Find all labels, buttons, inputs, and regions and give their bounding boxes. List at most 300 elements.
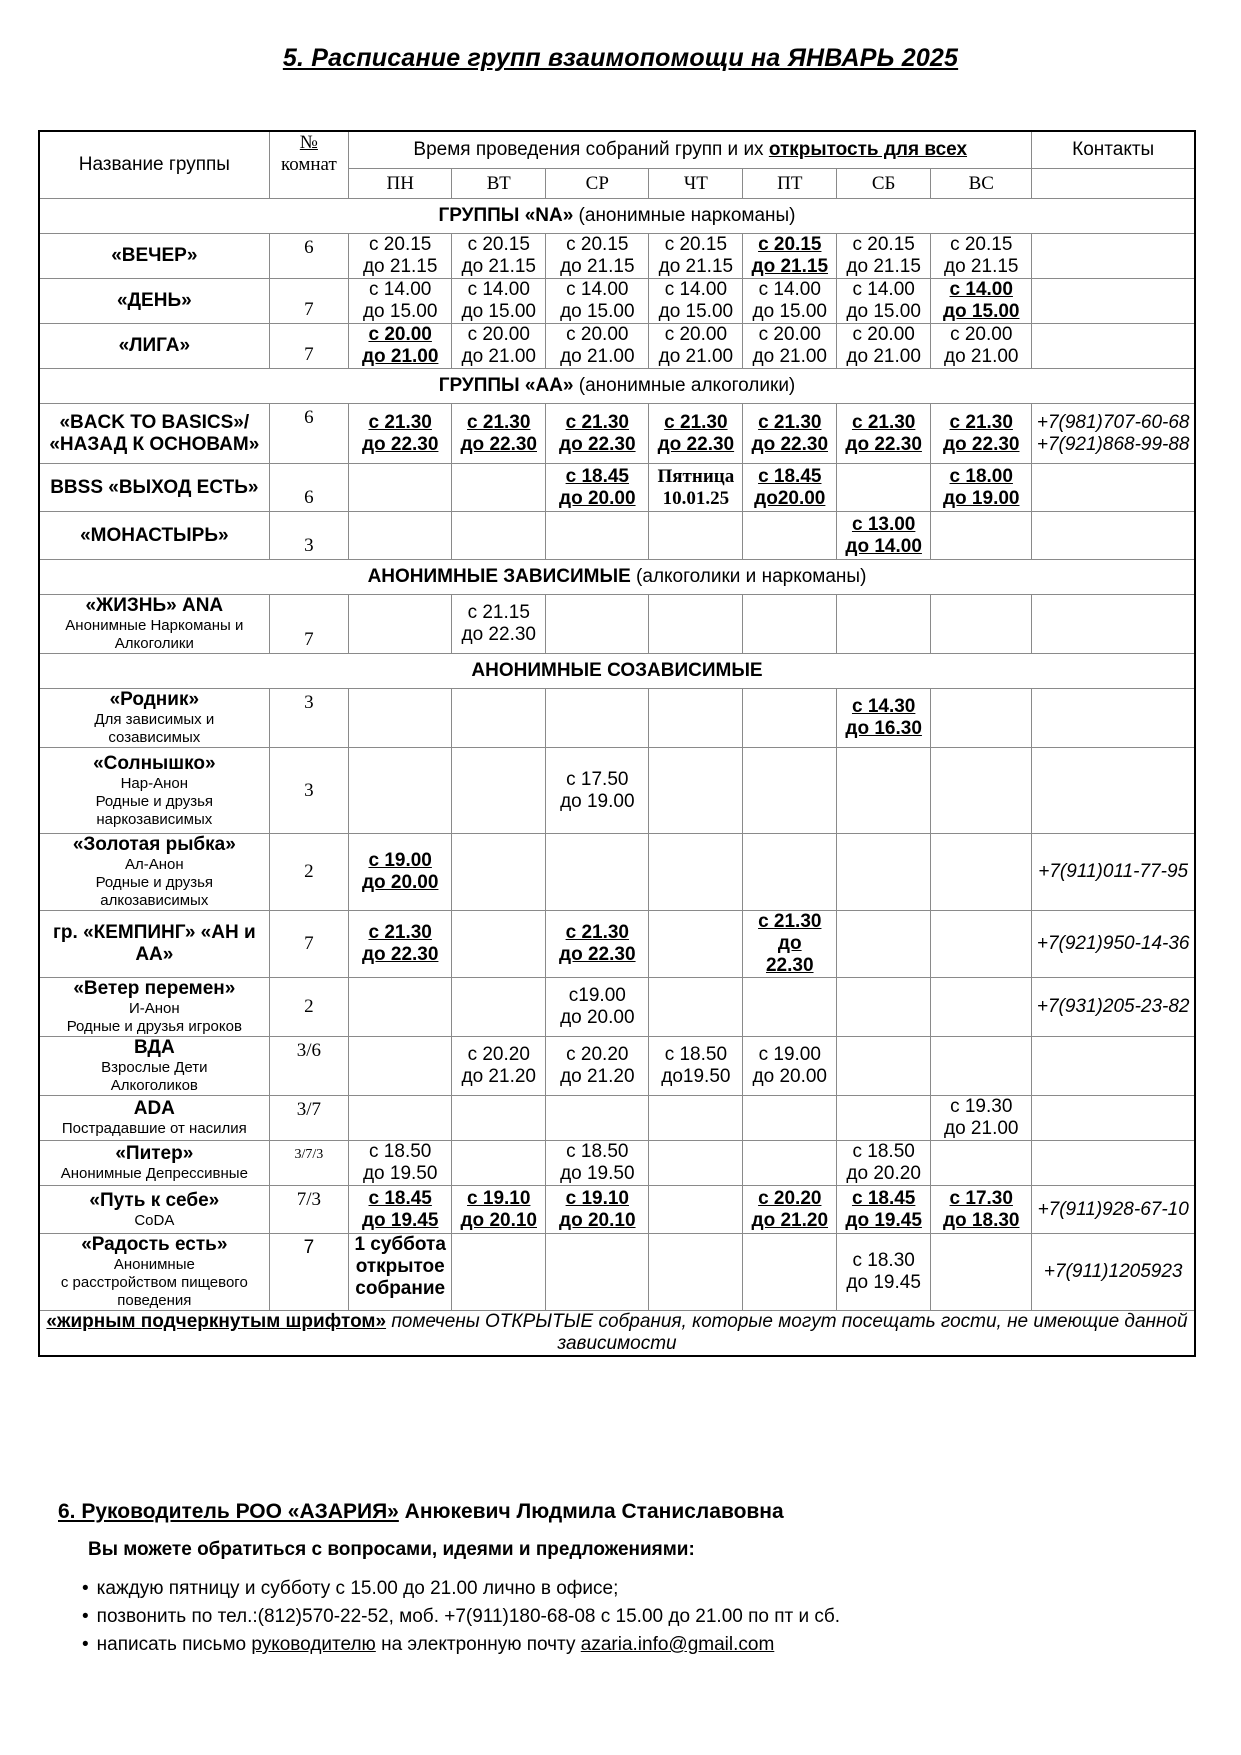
day-cell-ПН	[349, 324, 452, 369]
email-link[interactable]: azaria.info@gmail.com	[580, 1634, 775, 1655]
meeting-start-time: с 21.30	[758, 411, 822, 433]
meeting-start-time: с 19.10	[467, 1187, 531, 1209]
day-cell-ВС	[931, 1037, 1032, 1096]
group-description: Взрослые Дети	[101, 1059, 208, 1076]
section-header-row	[39, 369, 1195, 404]
day-cell-СБ	[837, 1141, 931, 1186]
meeting-start-time: с 19.00	[368, 850, 432, 871]
day-cell-СБ	[837, 1234, 931, 1311]
meeting-start-time: с 18.50	[852, 1141, 915, 1162]
room-number: 7	[269, 1234, 348, 1311]
meeting-end-time: до 21.00	[461, 346, 536, 367]
meeting-start-time: с 20.15	[467, 234, 530, 255]
meeting-end-time: до 21.15	[751, 256, 829, 277]
section-title-sub: (анонимные наркоманы)	[573, 205, 796, 226]
meeting-start-time: с 20.00	[664, 324, 728, 345]
day-cell-ВТ	[452, 279, 546, 324]
meeting-end-time: до 22.30	[942, 433, 1020, 455]
day-cell-СР	[546, 464, 649, 512]
day-cell-СБ	[837, 1186, 931, 1234]
contact-cell	[1032, 404, 1195, 464]
section-title-main: АНОНИМНЫЕ ЗАВИСИМЫЕ	[367, 566, 631, 587]
group-row	[39, 1141, 1195, 1186]
meeting-start-time: с 18.00	[949, 465, 1013, 487]
group-description: Родные и друзья игроков	[66, 1018, 242, 1035]
contact-item-email	[82, 1631, 840, 1659]
room-number: 7	[269, 279, 348, 324]
contact-cell	[1032, 689, 1195, 748]
meeting-end-time: до 15.00	[846, 301, 921, 322]
section-title	[39, 199, 1195, 234]
day-header: ПН	[349, 169, 452, 199]
meeting-start-time: с 20.00	[467, 324, 530, 345]
meeting-start-time: с 21.30	[851, 411, 916, 433]
section-title-main: ГРУППЫ «NA»	[438, 205, 574, 226]
group-name-cell	[39, 978, 269, 1037]
group-name: «ЖИЗНЬ» ANA	[85, 595, 224, 616]
contact-item-phone: • позвонить по тел.:(812)570-22-52, моб. +7(911)180-68-08 с 15.00 до 21.00 по пт и сб.	[82, 1603, 840, 1631]
day-cell-СР	[546, 512, 649, 560]
room-symbol: №	[299, 132, 318, 153]
meeting-end-time: до 21.00	[361, 346, 439, 367]
group-name: «Питер»	[115, 1143, 194, 1164]
meeting-start-time: с 20.00	[950, 324, 1013, 345]
meeting-note: открытое	[355, 1256, 445, 1277]
group-row	[39, 595, 1195, 654]
group-description: Анонимные Наркоманы и	[65, 617, 244, 634]
meeting-start-time: с 21.15	[467, 602, 530, 623]
day-cell-ЧТ	[649, 404, 743, 464]
contact-phone[interactable]: +7(981)707-60-68	[1036, 411, 1190, 433]
meeting-start-time: с 14.00	[566, 279, 629, 300]
day-cell-ПТ	[743, 748, 837, 834]
day-cell-ЧТ	[649, 279, 743, 324]
day-cell-ЧТ	[649, 595, 743, 654]
meeting-start-time: с 21.30	[664, 411, 728, 433]
meeting-start-time: с 20.00	[852, 324, 915, 345]
day-cell-ЧТ	[649, 911, 743, 978]
meeting-end-time: до 22.30	[460, 433, 537, 455]
day-cell-ЧТ	[649, 1141, 743, 1186]
day-cell-ВТ	[452, 748, 546, 834]
day-header: ВТ	[452, 169, 546, 199]
group-row	[39, 464, 1195, 512]
group-name-cell	[39, 324, 269, 369]
meeting-end-time: до 20.10	[460, 1209, 537, 1231]
meeting-end-time: до 21.00	[944, 1118, 1019, 1139]
meeting-end-time: до 15.00	[362, 301, 438, 322]
group-name-cell	[39, 1141, 269, 1186]
day-cell-ВС	[931, 279, 1032, 324]
contact-phone[interactable]: +7(911)928-67-10	[1037, 1198, 1189, 1220]
group-name-cell	[39, 689, 269, 748]
day-cell-ВС	[931, 324, 1032, 369]
group-description: Ал-Анон	[124, 856, 184, 873]
meeting-start-time: с 19.10	[565, 1187, 629, 1209]
day-cell-СБ	[837, 404, 931, 464]
day-cell-ЧТ	[649, 234, 743, 279]
group-row	[39, 512, 1195, 560]
room-label: комнат	[280, 154, 337, 175]
group-description: Родные и друзья	[95, 792, 214, 810]
day-cell-СР	[546, 595, 649, 654]
meeting-start-time: с 21.30	[368, 922, 432, 943]
day-cell-ПТ	[743, 1141, 837, 1186]
day-cell-ПТ	[743, 1037, 837, 1096]
group-name-cell	[39, 1186, 269, 1234]
day-cell-ПТ	[743, 595, 837, 654]
day-cell-ЧТ	[649, 324, 743, 369]
day-cell-ЧТ	[649, 834, 743, 911]
contact-cell	[1032, 1234, 1195, 1311]
meeting-start-time: с 20.15	[369, 234, 432, 255]
group-name: «Солнышко»	[93, 752, 216, 774]
day-cell-СБ	[837, 911, 931, 978]
day-header: ЧТ	[649, 169, 743, 199]
room-number: 7	[269, 595, 348, 654]
group-name: гр. «КЕМПИНГ» «АН и АА»	[53, 922, 256, 965]
day-cell-ПН	[349, 1234, 452, 1311]
day-cell-ПН	[349, 1186, 452, 1234]
day-cell-ВТ	[452, 1234, 546, 1311]
room-number: 3/7	[269, 1096, 348, 1141]
day-cell-ВТ	[452, 1037, 546, 1096]
day-cell-ВТ	[452, 1186, 546, 1234]
day-cell-ПН	[349, 404, 452, 464]
day-cell-ПТ	[743, 1186, 837, 1234]
room-number: 3	[269, 512, 348, 560]
contact-phone[interactable]: +7(911)011-77-95	[1038, 861, 1189, 882]
group-name-cell	[39, 1096, 269, 1141]
day-cell-СР	[546, 911, 649, 978]
group-row	[39, 1037, 1195, 1096]
day-cell-СР	[546, 234, 649, 279]
day-header: СР	[546, 169, 649, 199]
contact-cell	[1032, 512, 1195, 560]
day-cell-СР	[546, 1234, 649, 1311]
group-description: Алкоголики	[114, 635, 194, 652]
group-description: Родные и друзья	[95, 874, 214, 891]
group-row	[39, 324, 1195, 369]
email-pre: написать письмо	[96, 1634, 252, 1655]
group-name-cell	[39, 464, 269, 512]
meeting-end-time: до 19.45	[361, 1209, 439, 1231]
group-row	[39, 689, 1195, 748]
group-name-cell	[39, 404, 269, 464]
day-cell-СБ	[837, 512, 931, 560]
day-cell-ПН	[349, 279, 452, 324]
meeting-start-time: с 18.45	[368, 1187, 432, 1209]
meeting-start-time: с 18.50	[566, 1141, 629, 1162]
day-cell-СР	[546, 1186, 649, 1234]
room-number: 2	[269, 978, 348, 1037]
room-number: 2	[269, 834, 348, 911]
meeting-start-time: с 20.15	[566, 234, 629, 255]
group-description: Анонимные Депрессивные	[60, 1165, 248, 1182]
day-cell-ПТ	[743, 279, 837, 324]
day-cell-ЧТ	[649, 1037, 743, 1096]
meeting-end-time: до 19.50	[560, 1163, 635, 1184]
day-cell-ПТ	[743, 512, 837, 560]
group-description: созависимых	[108, 729, 201, 746]
section-header-row	[39, 199, 1195, 234]
day-cell-ВТ	[452, 404, 546, 464]
meeting-end-time: до 21.00	[658, 346, 734, 367]
day-cell-ЧТ	[649, 689, 743, 748]
meeting-end-time: до 21.00	[944, 346, 1019, 367]
group-name: «ВЕЧЕР»	[111, 245, 198, 266]
day-cell-ВС	[931, 834, 1032, 911]
day-cell-ВТ	[452, 978, 546, 1037]
meeting-end-time: до 21.00	[846, 346, 921, 367]
group-name: «Ветер перемен»	[73, 978, 236, 999]
day-cell-ЧТ	[649, 748, 743, 834]
day-cell-СР	[546, 689, 649, 748]
contact-phone[interactable]: +7(921)950-14-36	[1036, 933, 1190, 954]
meeting-start-time: с 14.00	[664, 279, 728, 300]
meeting-end-time: 22.30	[765, 955, 814, 976]
day-cell-СБ	[837, 595, 931, 654]
section-header-row	[39, 560, 1195, 595]
day-cell-ПТ	[743, 464, 837, 512]
group-name: «Путь к себе»	[89, 1189, 220, 1211]
room-number: 3	[269, 689, 348, 748]
day-cell-ВТ	[452, 464, 546, 512]
meeting-end-time: до 20.20	[846, 1163, 921, 1184]
day-cell-ПН	[349, 911, 452, 978]
meeting-start-time: с 18.50	[664, 1044, 728, 1065]
meeting-start-time: с 21.30	[565, 922, 629, 943]
meeting-start-time: с 20.00	[758, 324, 821, 345]
meeting-end-time: до 15.00	[752, 301, 827, 322]
meeting-start-time: с 18.30	[852, 1250, 915, 1271]
meeting-end-time: до 15.00	[658, 301, 734, 322]
meeting-end-time: до 20.00	[361, 872, 439, 893]
group-name: «Золотая рыбка»	[72, 834, 236, 855]
day-cell-ПН	[349, 748, 452, 834]
room-number: 7/3	[269, 1186, 348, 1234]
header-group-name: Название группы	[39, 131, 269, 199]
day-cell-СР	[546, 1037, 649, 1096]
meeting-end-time: до 22.30	[559, 433, 636, 455]
day-cell-СР	[546, 1141, 649, 1186]
day-header: СБ	[837, 169, 931, 199]
header-time	[349, 131, 1032, 169]
section-title-main: АНОНИМНЫЕ СОЗАВИСИМЫЕ	[471, 660, 763, 681]
meeting-start-time: с 17.50	[566, 768, 629, 790]
day-cell-ПН	[349, 1141, 452, 1186]
contact-cell	[1032, 978, 1195, 1037]
meeting-start-time: с 14.00	[949, 279, 1013, 300]
group-row	[39, 834, 1195, 911]
day-cell-ВТ	[452, 324, 546, 369]
day-cell-ПТ	[743, 234, 837, 279]
day-cell-ВС	[931, 464, 1032, 512]
meeting-end-time: до 22.30	[559, 944, 636, 965]
meeting-start-time: с 14.00	[852, 279, 915, 300]
day-cell-ЧТ	[649, 1234, 743, 1311]
header-room	[269, 131, 348, 199]
meeting-end-time: до 21.15	[944, 256, 1019, 277]
meeting-end-time: до 20.00	[560, 1007, 635, 1028]
meeting-start-time: с19.00	[568, 985, 626, 1006]
meeting-start-time: с 14.00	[467, 279, 530, 300]
room-number: 6	[269, 404, 348, 464]
group-name-cell	[39, 911, 269, 978]
day-cell-СР	[546, 404, 649, 464]
meeting-start-time: с 14.00	[369, 279, 432, 300]
day-cell-ПН	[349, 464, 452, 512]
day-cell-ВТ	[452, 234, 546, 279]
page-title: 5. Расписание групп взаимопомощи на ЯНВАРЬ 2025	[282, 44, 959, 72]
group-row	[39, 279, 1195, 324]
meeting-start-time: с 13.00	[851, 513, 916, 535]
section-title	[39, 369, 1195, 404]
meeting-end-time: до 21.15	[658, 256, 734, 277]
meeting-start-time: с 18.45	[565, 465, 629, 487]
contact-item-office: • каждую пятницу и субботу с 15.00 до 21.00 лично в офисе;	[82, 1575, 840, 1603]
section6-heading-link[interactable]: 6. Руководитель РОО «АЗАРИЯ»	[58, 1500, 399, 1523]
contact-cell	[1032, 1186, 1195, 1234]
day-cell-СБ	[837, 324, 931, 369]
meeting-end-time: до 22.30	[361, 433, 439, 455]
meeting-end-time: до 19.00	[560, 790, 635, 812]
contact-phone[interactable]: +7(921)868-99-88	[1036, 433, 1190, 455]
room-number: 7	[269, 911, 348, 978]
group-row	[39, 911, 1195, 978]
day-cell-ПТ	[743, 324, 837, 369]
meeting-end-time: до 18.30	[942, 1209, 1020, 1231]
group-name-cell	[39, 234, 269, 279]
meeting-end-time: до 19.00	[942, 487, 1020, 509]
day-header: ПТ	[743, 169, 837, 199]
meeting-note: 1 суббота	[354, 1234, 446, 1255]
contact-cell	[1032, 234, 1195, 279]
group-row	[39, 404, 1195, 464]
contact-phone[interactable]: +7(911)1205923	[1043, 1261, 1183, 1282]
group-row	[39, 1234, 1195, 1311]
day-header: ВС	[931, 169, 1032, 199]
meeting-end-time: до 19.45	[846, 1272, 921, 1293]
meeting-end-time: до 22.30	[461, 624, 536, 645]
group-name: «МОНАСТЫРЬ»	[80, 524, 229, 546]
contacts-subheader	[1032, 169, 1195, 199]
section6-heading	[58, 1500, 784, 1524]
day-cell-ВС	[931, 234, 1032, 279]
meeting-end-time: до 15.00	[560, 301, 635, 322]
day-cell-СР	[546, 324, 649, 369]
meeting-end-time: до 21.20	[751, 1209, 829, 1231]
meeting-end-time: до 20.00	[559, 487, 636, 509]
meeting-start-time: с 20.15	[950, 234, 1013, 255]
group-name: ADA	[133, 1098, 175, 1119]
day-cell-ПН	[349, 978, 452, 1037]
group-name-cell	[39, 1037, 269, 1096]
day-cell-ПТ	[743, 911, 837, 978]
meeting-start-time: с 18.50	[369, 1141, 432, 1162]
section-title	[39, 560, 1195, 595]
section-header-row	[39, 654, 1195, 689]
day-cell-ВС	[931, 748, 1032, 834]
day-cell-ВТ	[452, 834, 546, 911]
group-row	[39, 234, 1195, 279]
contact-cell	[1032, 1141, 1195, 1186]
leader-link[interactable]: руководителю	[251, 1634, 376, 1655]
meeting-start-time: с 20.20	[467, 1044, 530, 1065]
day-cell-ЧТ	[649, 512, 743, 560]
meeting-end-time: до 14.00	[845, 535, 922, 557]
group-description: Алкоголиков	[110, 1077, 198, 1094]
meeting-note: 10.01.25	[662, 487, 730, 509]
meeting-start-time: с 19.00	[758, 1044, 821, 1065]
meeting-start-time: с 18.45	[758, 465, 822, 487]
day-cell-ВС	[931, 1096, 1032, 1141]
meeting-end-time: до 22.30	[361, 944, 439, 965]
day-cell-ЧТ	[649, 1096, 743, 1141]
meeting-end-time: до 20.10	[559, 1209, 636, 1231]
day-cell-СР	[546, 748, 649, 834]
group-description: с расстройством пищевого	[60, 1274, 248, 1291]
day-cell-СБ	[837, 748, 931, 834]
meeting-start-time: с 19.30	[950, 1096, 1013, 1117]
contact-cell	[1032, 464, 1195, 512]
day-cell-СБ	[837, 464, 931, 512]
day-cell-ВС	[931, 1141, 1032, 1186]
meeting-end-prefix: до	[777, 933, 802, 954]
meeting-start-time: с 21.30	[758, 911, 822, 932]
email-mid: на электронную почту	[375, 1634, 581, 1655]
group-name-cell	[39, 834, 269, 911]
day-cell-ВТ	[452, 689, 546, 748]
meeting-end-time: до 21.20	[461, 1066, 536, 1087]
day-cell-ПН	[349, 689, 452, 748]
contact-cell	[1032, 324, 1195, 369]
room-number: 3/6	[269, 1037, 348, 1096]
group-description: поведения	[117, 1292, 192, 1309]
contact-list	[82, 1575, 840, 1659]
meeting-end-time: до 21.15	[362, 256, 438, 277]
day-cell-ВТ	[452, 911, 546, 978]
meeting-end-time: до20.00	[754, 487, 826, 509]
group-name-cell	[39, 512, 269, 560]
meeting-start-time: с 20.00	[368, 324, 432, 345]
day-cell-СБ	[837, 1037, 931, 1096]
meeting-end-time: до 20.00	[752, 1066, 827, 1087]
day-cell-СР	[546, 1096, 649, 1141]
meeting-start-time: с 21.30	[467, 411, 531, 433]
meeting-end-time: до 21.15	[560, 256, 635, 277]
day-cell-ЧТ	[649, 464, 743, 512]
contact-cell	[1032, 911, 1195, 978]
day-cell-СБ	[837, 978, 931, 1037]
contact-phone[interactable]: +7(931)205-23-82	[1036, 996, 1190, 1017]
day-cell-ВС	[931, 911, 1032, 978]
meeting-end-time: до 15.00	[942, 301, 1020, 322]
day-cell-ПТ	[743, 978, 837, 1037]
meeting-start-time: с 18.45	[851, 1187, 916, 1209]
group-name: «BACK TO BASICS»/ «НАЗАД К ОСНОВАМ»	[49, 411, 260, 455]
meeting-end-time: до 16.30	[845, 718, 922, 739]
header-contacts: Контакты	[1032, 131, 1195, 169]
day-cell-ПТ	[743, 1096, 837, 1141]
meeting-end-time: до 22.30	[845, 433, 922, 455]
group-name: ВДА	[133, 1037, 175, 1058]
meeting-end-time: до 21.00	[752, 346, 827, 367]
day-cell-СБ	[837, 1096, 931, 1141]
group-row	[39, 978, 1195, 1037]
meeting-start-time: с 20.15	[758, 234, 822, 255]
meeting-end-time: до 21.20	[560, 1066, 635, 1087]
